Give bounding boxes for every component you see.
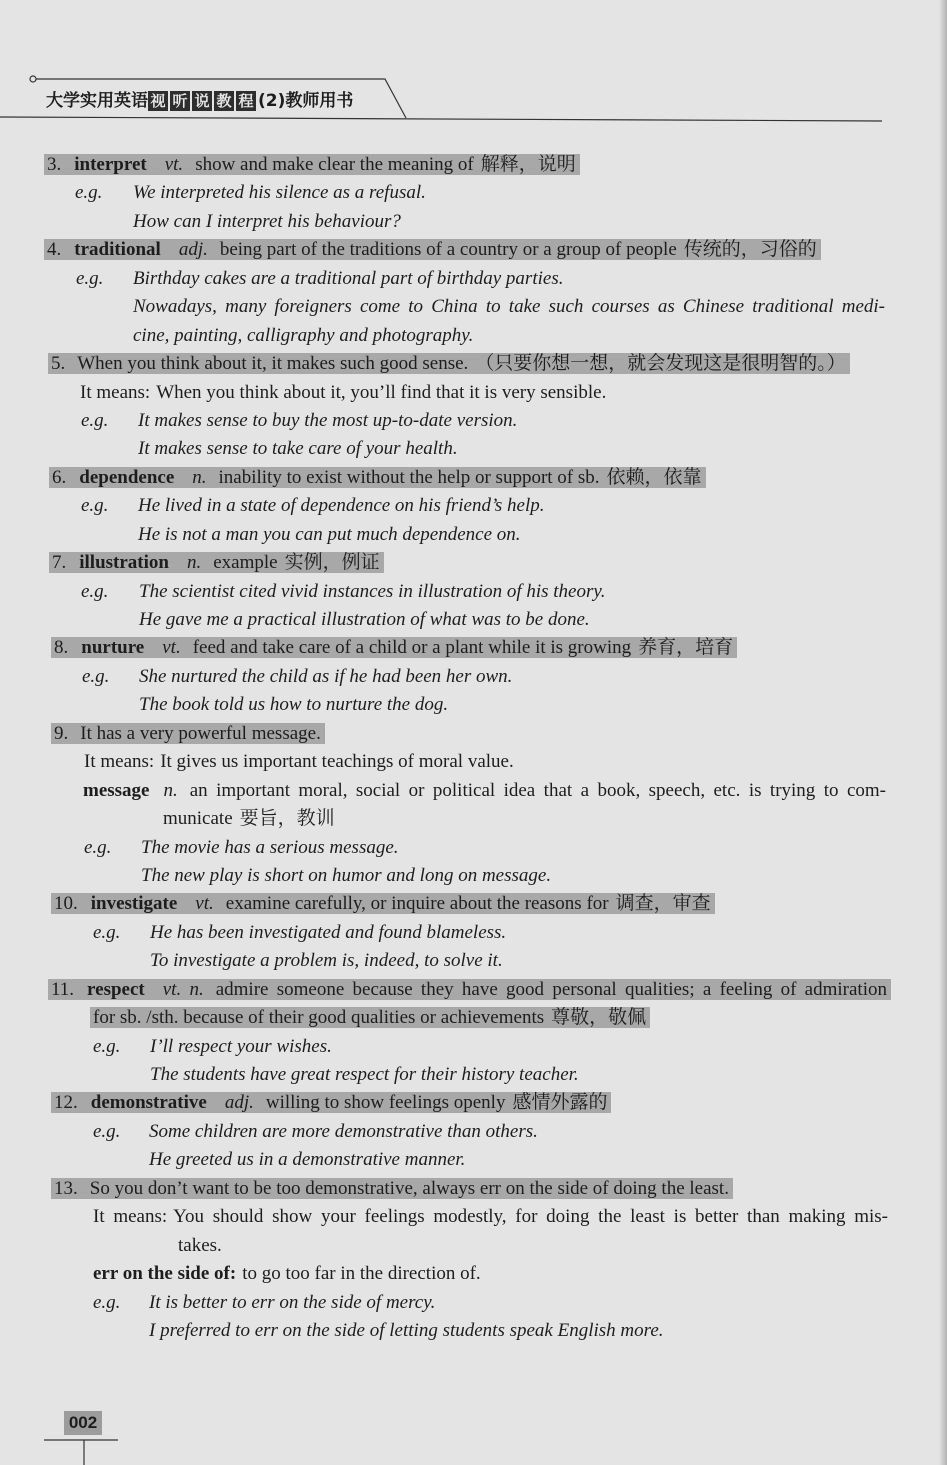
- entry-number: 4.: [47, 239, 62, 261]
- headword-definition-block: [48, 976, 891, 1004]
- example-line: [0, 521, 947, 549]
- highlight-bar: [48, 353, 850, 374]
- entry-number: 8.: [54, 637, 69, 659]
- entry-number: 3.: [47, 154, 62, 175]
- highlight-bar: [49, 552, 384, 573]
- eg-label: e.g.: [93, 1291, 121, 1313]
- definition-continuation: for sb. /sth. because of their good qualities or achievements: [93, 1007, 545, 1029]
- headword: respect: [87, 978, 145, 1000]
- key-sentence: When you think about it, it makes such good sense.: [77, 353, 469, 375]
- example-sentence: The scientist cited vivid instances in illustration of his theory.: [139, 580, 606, 602]
- paraphrase-block: [93, 1203, 888, 1231]
- eg-label: e.g.: [93, 1035, 121, 1057]
- definition: an important moral, social or political idea that a book, speech, etc. is trying to com-: [189, 779, 886, 801]
- example-line: [0, 606, 947, 634]
- example-line: [0, 1317, 947, 1345]
- example-line: [0, 1033, 947, 1061]
- part-of-speech: n.: [186, 552, 202, 574]
- running-header: [46, 89, 353, 113]
- entry-number: 5.: [51, 353, 66, 375]
- example-sentence: We interpreted his silence as a refusal.: [133, 182, 426, 204]
- example-sentence: The movie has a serious message.: [141, 836, 399, 858]
- example-line: [0, 1289, 947, 1317]
- header-bottom-rule: [0, 117, 882, 121]
- entry-headword-line: [0, 151, 947, 179]
- entry-number: 6.: [52, 466, 67, 488]
- paraphrase: You should show your feelings modestly, for doing the least is better than making mis-: [173, 1206, 888, 1228]
- example-line: [0, 322, 947, 350]
- example-sentence: He lived in a state of dependence on his friend’s help.: [138, 495, 545, 517]
- highlight-bar: [51, 893, 715, 914]
- headword: traditional: [74, 239, 161, 261]
- definition: being part of the traditions of a country or a group of people: [219, 239, 677, 261]
- entry-number: 11.: [51, 978, 75, 1000]
- example-line: [0, 691, 947, 719]
- chinese-translation: （只要你想一想，就会发现这是很明智的。）: [475, 353, 846, 375]
- it-means-line: [0, 748, 947, 776]
- chinese-translation: 感情外露的: [512, 1092, 608, 1114]
- eg-label: e.g.: [82, 665, 110, 687]
- headword: nurture: [81, 637, 145, 659]
- eg-label: e.g.: [93, 1120, 121, 1142]
- example-line: [0, 947, 947, 975]
- part-of-speech: vt. n.: [162, 978, 204, 1000]
- part-of-speech: adj.: [178, 239, 208, 261]
- part-of-speech: vt.: [162, 637, 181, 659]
- example-line: [0, 663, 947, 691]
- headword: illustration: [79, 552, 169, 574]
- chinese-translation: 养育，培育: [638, 637, 734, 659]
- example-sentence: He is not a man you can put much dependence on.: [138, 523, 521, 545]
- key-sentence: It has a very powerful message.: [80, 722, 321, 744]
- headword: demonstrative: [90, 1092, 207, 1114]
- subterm-definition-block: [83, 777, 886, 805]
- example-sentence: Some children are more demonstrative than others.: [149, 1120, 538, 1142]
- chinese-translation: 实例，例证: [284, 552, 380, 574]
- definition: examine carefully, or inquire about the reasons for: [225, 893, 609, 915]
- definition: show and make clear the meaning of: [195, 154, 474, 175]
- subterm: message: [83, 779, 150, 801]
- paraphrase-continuation-line: [0, 1232, 947, 1260]
- header-boxed-char: 听: [170, 91, 190, 111]
- part-of-speech: vt.: [164, 154, 184, 175]
- eg-label: e.g.: [93, 921, 121, 943]
- definition: admire someone because they have good personal qualities; a feeling of admiration: [215, 978, 887, 1000]
- header-boxed-char: 视: [148, 91, 168, 111]
- definition: example: [213, 552, 278, 574]
- it-means-label: It means:: [80, 381, 151, 403]
- example-line: [0, 1146, 947, 1174]
- definition-continuation-line: [0, 1004, 947, 1032]
- header-circle-ornament: [30, 76, 36, 82]
- example-sentence: She nurtured the child as if he had been her own.: [139, 665, 513, 687]
- phrase-line: [0, 1260, 947, 1288]
- example-line: [0, 435, 947, 463]
- entry-number: 9.: [54, 722, 69, 744]
- entry-number: 7.: [52, 552, 67, 574]
- example-sentence: Birthday cakes are a traditional part of birthday parties.: [133, 267, 564, 289]
- example-sentence: He has been investigated and found blameless.: [150, 921, 507, 943]
- highlight-bar: [51, 1178, 733, 1199]
- example-line: [0, 834, 947, 862]
- headword: interpret: [74, 154, 147, 175]
- header-boxed-char: 程: [236, 91, 256, 111]
- headword: investigate: [90, 893, 178, 915]
- example-sentence: The students have great respect for their history teacher.: [150, 1064, 579, 1085]
- example-sentence-continuation: cine, painting, calligraphy and photography.: [133, 324, 474, 346]
- example-sentence: It makes sense to buy the most up-to-date version.: [138, 409, 518, 431]
- definition: inability to exist without the help or support of sb.: [218, 466, 600, 488]
- example-sentence: To investigate a problem is, indeed, to solve it.: [150, 950, 503, 972]
- highlight-bar: [44, 239, 821, 260]
- paraphrase: It gives us important teachings of moral value.: [160, 751, 514, 773]
- entry-sentence-line: [0, 720, 947, 748]
- page-number: 002: [64, 1411, 102, 1435]
- entry-headword-line: [0, 976, 947, 1004]
- entry-number: 12.: [54, 1092, 78, 1114]
- eg-label: e.g.: [81, 580, 109, 602]
- example-line: [0, 1061, 947, 1089]
- example-sentence: Nowadays, many foreigners come to China to take such courses as Chinese traditional medi-: [133, 296, 885, 318]
- entry-sentence-line: [0, 350, 947, 378]
- header-boxed-char: 教: [214, 91, 234, 111]
- entry-sentence-line: [0, 1175, 947, 1203]
- phrase-definition: to go too far in the direction of.: [242, 1263, 481, 1285]
- chinese-translation: 要旨，教训: [239, 808, 335, 830]
- part-of-speech: vt.: [195, 893, 214, 915]
- definition: willing to show feelings openly: [265, 1092, 506, 1114]
- chinese-translation: 传统的，习俗的: [683, 239, 817, 261]
- highlight-bar: [51, 637, 737, 658]
- it-means-label: It means:: [84, 751, 155, 773]
- vocabulary-notes: [0, 151, 947, 1345]
- example-sentence: It makes sense to take care of your health.: [138, 438, 458, 460]
- part-of-speech: n.: [163, 779, 178, 801]
- example-sentence: The book told us how to nurture the dog.: [139, 694, 449, 716]
- highlight-bar: [51, 723, 325, 744]
- entry-headword-line: [0, 634, 947, 662]
- example-line: [0, 208, 947, 236]
- highlight-bar: [49, 467, 706, 488]
- phrase-term: err on the side of:: [93, 1263, 237, 1285]
- eg-label: e.g.: [75, 182, 103, 204]
- entry-headword-line: [0, 890, 947, 918]
- highlight-bar: [51, 1092, 611, 1113]
- eg-label: e.g.: [81, 409, 109, 431]
- chinese-translation: 依赖，依靠: [606, 466, 702, 488]
- definition-continuation: municate: [163, 808, 233, 830]
- example-sentence: I’ll respect your wishes.: [150, 1035, 332, 1057]
- header-title-left: 大学实用英语: [46, 91, 148, 111]
- page-edge-shadow: [939, 0, 947, 1465]
- example-line: [0, 492, 947, 520]
- it-means-label: It means:: [93, 1206, 168, 1228]
- it-means-line: [0, 1203, 947, 1231]
- highlight-bar: [48, 979, 891, 1000]
- entry-headword-line: [0, 549, 947, 577]
- header-title-right: (2)教师用书: [258, 91, 354, 111]
- example-sentence: I preferred to err on the side of letting students speak English more.: [149, 1319, 664, 1341]
- entry-headword-line: [0, 464, 947, 492]
- entry-number: 13.: [54, 1177, 78, 1199]
- example-sentence: He gave me a practical illustration of what was to be done.: [139, 609, 590, 630]
- example-line: [0, 919, 947, 947]
- entry-number: 10.: [54, 893, 78, 915]
- example-line: [0, 407, 947, 435]
- example-line: [0, 578, 947, 606]
- example-sentence: It is better to err on the side of mercy.: [149, 1291, 436, 1313]
- example-sentence: The new play is short on humor and long on message.: [141, 864, 552, 886]
- eg-label: e.g.: [81, 495, 109, 517]
- highlight-bar: [90, 1007, 650, 1028]
- paraphrase-continuation: takes.: [178, 1234, 222, 1256]
- paraphrase: When you think about it, you’ll find that it is very sensible.: [156, 381, 607, 403]
- eg-label: e.g.: [84, 836, 112, 858]
- example-line: [0, 1118, 947, 1146]
- example-line: [0, 862, 947, 890]
- key-sentence: So you don’t want to be too demonstrative, always err on the side of doing the least.: [89, 1177, 729, 1199]
- eg-label: e.g.: [76, 267, 104, 289]
- example-sentence: How can I interpret his behaviour?: [133, 210, 401, 232]
- example-line: [0, 179, 947, 207]
- it-means-line: [0, 379, 947, 407]
- part-of-speech: adj.: [224, 1092, 254, 1114]
- highlight-bar: [44, 154, 580, 175]
- headword: dependence: [79, 466, 175, 488]
- chinese-translation: 调查，审查: [615, 893, 711, 915]
- example-line: [0, 265, 947, 293]
- chinese-translation: 尊敬，敬佩: [551, 1007, 647, 1029]
- header-boxed-char: 说: [192, 91, 212, 111]
- entry-headword-line: [0, 236, 947, 264]
- example-line: [0, 293, 947, 321]
- subterm-line: [0, 777, 947, 805]
- part-of-speech: n.: [192, 466, 207, 488]
- definition-continuation-line: [0, 805, 947, 833]
- example-sentence: He greeted us in a demonstrative manner.: [149, 1149, 466, 1171]
- chinese-translation: 解释，说明: [480, 154, 576, 175]
- definition: feed and take care of a child or a plant while it is growing: [192, 637, 632, 659]
- entry-headword-line: [0, 1089, 947, 1117]
